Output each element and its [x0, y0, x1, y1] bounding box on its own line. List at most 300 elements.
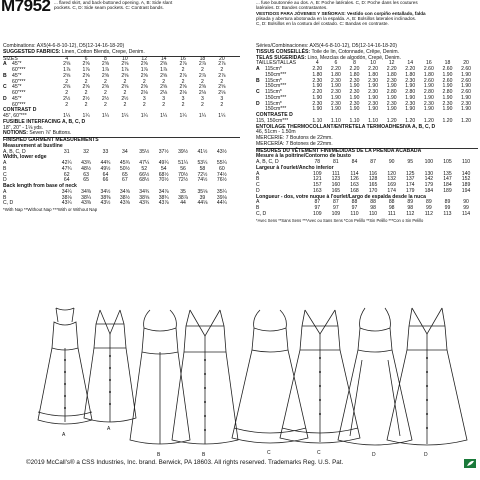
- table-cell: 1.80: [386, 71, 397, 78]
- table-cell: 34⅜: [81, 188, 92, 195]
- table-cell: 62: [63, 171, 70, 178]
- table-cell: 74½: [197, 177, 208, 184]
- table-cell: 2⅞: [179, 72, 187, 79]
- row-label: B: [3, 194, 7, 201]
- table-cell: 43¼: [61, 200, 72, 207]
- table-cell: 1.90: [368, 94, 379, 101]
- finished-title: FINISHED GARMENT MEASUREMENTS: [3, 137, 99, 143]
- table-cell: 49½: [100, 165, 111, 172]
- table-cell: 1.80: [312, 71, 323, 78]
- table-cell: 2⅝: [82, 84, 90, 91]
- table-cell: 1⅞: [63, 67, 71, 73]
- table-cell: 1.90: [461, 83, 471, 90]
- table-cell: 2⅝: [121, 61, 129, 68]
- table-cell: 1.90: [386, 83, 397, 90]
- table-cell: 1.90: [423, 83, 434, 90]
- table-cell: 87: [314, 199, 321, 206]
- table-cell: 2.30: [405, 77, 416, 84]
- table-cell: 70½: [178, 171, 188, 178]
- table-cell: 2.30: [368, 89, 379, 95]
- table-cell: 2.20: [386, 66, 397, 72]
- table-cell: 174: [406, 182, 415, 188]
- table-cell: 1.90: [442, 71, 453, 78]
- table-cell: 2: [181, 67, 185, 73]
- telas-text: Lino, Mezclas de algodón, Crepé, Denim.: [307, 54, 401, 61]
- table-cell: 109: [331, 210, 341, 217]
- fabric-width: 45"*: [12, 72, 22, 79]
- sizes-label: SIZES: [3, 55, 18, 62]
- table-cell: 1.90: [461, 94, 471, 101]
- table-cell: 1.90: [368, 83, 379, 90]
- table-cell: 1.20: [423, 117, 434, 124]
- view-b-back-illustration: [172, 310, 238, 444]
- table-cell: 100: [424, 159, 434, 165]
- contrast-width: 45", 60"***: [3, 113, 27, 119]
- table-cell: 189: [443, 187, 452, 194]
- table-cell: 160: [331, 182, 341, 188]
- table-cell: 56: [180, 165, 186, 172]
- table-cell: 152: [461, 176, 471, 183]
- table-cell: 88: [388, 199, 395, 206]
- table-cell: 51¼: [178, 160, 188, 166]
- table-cell: 135: [443, 170, 452, 177]
- table-cell: 2.30: [312, 77, 323, 84]
- table-cell: 34¼: [61, 188, 72, 195]
- table-cell: 34½: [100, 188, 111, 195]
- table-cell: 2: [181, 78, 185, 85]
- longueur-title: Longueur - dos, votre nuque à l'ourlet/Largo de espalda desde la nuca: [256, 193, 426, 200]
- table-cell: 2½: [101, 95, 110, 102]
- table-cell: 1.90: [349, 83, 360, 90]
- view-label-c: C: [267, 450, 271, 456]
- table-cell: 44: [180, 200, 186, 207]
- fabric-width: 115cm*: [265, 100, 282, 107]
- table-cell: 1.90: [423, 106, 434, 113]
- table-cell: 130: [424, 170, 434, 177]
- table-cell: 2⅛: [160, 90, 168, 96]
- row-label: C, D: [256, 210, 267, 217]
- table-cell: 2⅝: [82, 72, 90, 79]
- table-cell: 33: [102, 148, 109, 155]
- table-cell: 2: [220, 101, 224, 108]
- table-cell: 34⅞: [158, 188, 169, 195]
- table-cell: 31: [63, 148, 70, 155]
- table-cell: 114: [461, 210, 471, 217]
- description-line: C, D: Bolsillos en la costura del costado. C: Bandas en contraste.: [256, 21, 389, 27]
- sizes-label-fr: TAILLES/TALLAS: [256, 60, 297, 67]
- table-cell: 1.90: [312, 94, 323, 101]
- table-cell: 88: [370, 199, 376, 206]
- table-cell: 2: [84, 90, 88, 96]
- table-cell: 43⅞: [158, 200, 169, 207]
- table-cell: 2: [123, 90, 127, 96]
- table-cell: 68½: [158, 171, 169, 178]
- table-cell: 68½: [139, 177, 150, 184]
- table-cell: 4: [315, 60, 319, 67]
- table-cell: 43½: [100, 200, 111, 207]
- fabric-width: 45"*: [12, 84, 22, 91]
- table-cell: 44¾: [100, 160, 111, 166]
- table-cell: 37½: [158, 148, 169, 155]
- table-cell: 1.90: [442, 106, 453, 113]
- table-cell: 174: [387, 187, 396, 194]
- row-label: D: [3, 177, 7, 184]
- table-cell: 43⅝: [119, 200, 130, 207]
- fabric-width: 45"*: [12, 95, 22, 102]
- table-cell: 43½: [216, 148, 227, 155]
- table-cell: 1.90: [405, 106, 416, 113]
- table-cell: 34: [122, 148, 128, 155]
- table-cell: 2⅛: [179, 90, 187, 96]
- table-cell: 67: [122, 177, 128, 184]
- leaf-icon: [464, 459, 476, 468]
- table-cell: 66: [102, 177, 109, 184]
- table-cell: 2.30: [405, 100, 416, 107]
- mercerie: MERCERIE: 7 Boutons de 22mm.: [256, 135, 333, 141]
- view-label-a: A: [107, 426, 111, 432]
- table-cell: 2: [104, 78, 107, 85]
- table-cell: 2: [104, 90, 107, 96]
- view-letter: D: [3, 95, 7, 102]
- table-cell: 109: [313, 170, 322, 177]
- table-cell: 1.10: [349, 117, 360, 124]
- entoilage-title: ENTOILAGE THERMOCOLLANT/ENTRETELA TERMOADHESIVA A, B, C, D: [256, 123, 436, 130]
- view-label-b: B: [157, 452, 161, 458]
- notions-title: NOTIONS:: [3, 130, 28, 137]
- table-cell: 60: [218, 165, 225, 172]
- table-cell: 45¾: [119, 160, 130, 166]
- table-cell: 89: [407, 199, 414, 206]
- table-cell: 2: [201, 67, 204, 73]
- table-cell: 44⅛: [197, 200, 208, 207]
- table-cell: 125: [406, 170, 415, 177]
- table-cell: 169: [387, 182, 396, 188]
- table-cell: 2.20: [312, 89, 323, 95]
- table-cell: 1.90: [386, 94, 397, 101]
- tissus-title: TISSUS CONSEILLÉS:: [256, 48, 311, 55]
- table-cell: 2.80: [423, 89, 434, 95]
- table-cell: 2.60: [442, 77, 453, 84]
- table-cell: 18: [199, 55, 206, 62]
- table-cell: 2⅝: [63, 61, 71, 68]
- fabric-width: 150cm***: [265, 94, 287, 101]
- table-cell: 2⅝: [121, 72, 129, 79]
- fabric-width: 150cm***: [265, 83, 287, 90]
- table-cell: 97: [314, 205, 321, 211]
- table-cell: 2⅞: [218, 61, 226, 68]
- table-cell: 8: [353, 60, 356, 67]
- view-c-front-illustration: [232, 310, 308, 443]
- table-cell: 121: [313, 176, 322, 183]
- table-cell: 35⅛: [197, 188, 208, 195]
- table-cell: 1¼: [160, 113, 168, 119]
- table-cell: 1.20: [386, 117, 397, 124]
- fabric-width: 60"***: [12, 90, 26, 96]
- table-cell: 2⅝: [101, 61, 110, 68]
- table-cell: 2.60: [461, 89, 471, 95]
- mesures-title: MESURES DU VÊTEMENT FINI/MEDIDAS DE LA PRENDA ACABADA: [256, 147, 422, 154]
- table-cell: 2.20: [349, 66, 360, 72]
- table-cell: 6: [84, 55, 88, 62]
- table-cell: 38½: [119, 194, 130, 201]
- table-cell: 63: [83, 171, 89, 178]
- table-cell: 3: [162, 95, 166, 102]
- bust-title: Measurement at bustline: [3, 142, 63, 149]
- pattern-number: M7952: [1, 0, 51, 15]
- table-cell: 88: [351, 199, 358, 206]
- table-cell: 2: [142, 101, 146, 108]
- table-cell: 157: [313, 182, 322, 188]
- description-line: VESTIDOS PARA JÓVENES Y SEÑORAS: Vestido con corpiño entallado, falda: [256, 10, 426, 16]
- fabric-width: 60"***: [12, 101, 26, 108]
- table-cell: 90: [388, 159, 395, 165]
- width-title: Width, lower edge: [3, 154, 47, 161]
- table-cell: 2: [84, 78, 88, 85]
- table-cell: 2.30: [349, 100, 360, 107]
- table-cell: 1.90: [442, 83, 453, 90]
- table-cell: 3: [220, 95, 224, 102]
- table-cell: 1⅞: [121, 67, 129, 73]
- table-cell: 2½: [63, 95, 71, 102]
- row-label: C: [256, 182, 260, 188]
- row-label: B: [256, 176, 260, 183]
- view-letter: C: [3, 84, 7, 91]
- row-label: B: [256, 205, 260, 211]
- table-cell: 81: [333, 159, 339, 165]
- table-cell: 2.80: [386, 89, 397, 95]
- table-cell: 1.10: [330, 117, 341, 124]
- table-cell: 98: [388, 205, 395, 211]
- table-cell: 76½: [216, 177, 227, 184]
- table-cell: 2⅝: [121, 84, 129, 91]
- table-cell: 2: [84, 101, 88, 108]
- table-cell: 1⅞: [101, 67, 110, 73]
- table-row: [3, 103, 240, 109]
- fabric-width: 60"***: [12, 67, 26, 73]
- table-cell: 10: [122, 55, 128, 62]
- table-cell: 89: [444, 199, 451, 206]
- description-line: ... fuse boutonnée au dos. A, B: Poche latérales. C, D: Poche dans les coutures: [256, 0, 418, 5]
- table-cell: 2.30: [423, 100, 434, 107]
- table-cell: 2: [123, 78, 127, 85]
- table-cell: 47¼: [139, 160, 150, 166]
- table-cell: 1.80: [368, 71, 379, 78]
- view-a-back-illustration: [84, 310, 136, 422]
- table-cell: 2⅛: [218, 90, 226, 96]
- table-cell: 16: [180, 55, 186, 62]
- table-cell: 116: [369, 170, 378, 177]
- combinations-fr: Séries/Combinaciones: AX5(4-6-8-10-12), D5(12-14-16-18-20): [256, 43, 397, 49]
- french-spanish-chart: [256, 44, 478, 223]
- table-cell: 105: [443, 159, 452, 165]
- table-cell: 2.30: [368, 100, 379, 107]
- fabric-width: 45"*: [12, 61, 22, 68]
- table-cell: 2.60: [423, 66, 434, 72]
- nap-note: *With Nap **Without Nap ***With or Without Nap: [3, 207, 98, 212]
- table-cell: 2: [123, 101, 127, 108]
- largeur-title: Largeur à l'ourlet/Ancho inferior: [256, 164, 334, 171]
- table-cell: 2⅝: [218, 84, 226, 91]
- table-cell: 1¼: [218, 113, 226, 119]
- poitrine-label: A, B, C, D: [256, 159, 279, 165]
- table-cell: 1.90: [349, 94, 360, 101]
- table-cell: 90: [463, 199, 469, 206]
- table-cell: 52: [141, 165, 148, 172]
- table-cell: 2.30: [386, 100, 397, 107]
- fabric-width: 60"***: [12, 78, 26, 85]
- table-cell: 1¼: [198, 113, 206, 119]
- notions-text: Seven ⅞" Buttons.: [29, 130, 72, 137]
- table-cell: 54: [160, 165, 167, 172]
- table-cell: 1.90: [312, 83, 323, 90]
- table-cell: 163: [313, 187, 322, 194]
- table-cell: 194: [461, 187, 471, 194]
- table-cell: 32: [83, 148, 89, 155]
- table-cell: 38⅝: [139, 194, 150, 201]
- table-cell: 165: [331, 187, 341, 194]
- tissus-text: Toile de lin, Cotonnade, Crêpe, Denim.: [311, 48, 399, 55]
- table-cell: 99: [426, 205, 432, 211]
- view-letter: B: [256, 77, 260, 84]
- table-cell: 35¼: [216, 188, 227, 195]
- table-cell: 1.20: [405, 117, 416, 124]
- table-cell: 2.80: [405, 89, 416, 95]
- table-cell: 38¾: [158, 194, 169, 201]
- view-letter: A: [3, 61, 7, 68]
- table-cell: 126: [350, 176, 359, 183]
- description-line: pockets. C, D: Side seam pockets. C: Contrast bands.: [54, 5, 164, 11]
- table-cell: 65: [122, 171, 128, 178]
- table-cell: 12: [388, 60, 395, 67]
- view-letter: D: [256, 100, 260, 107]
- table-cell: 65: [83, 177, 89, 184]
- table-cell: 2⅝: [140, 72, 148, 79]
- back-title: Back length from base of neck: [3, 183, 77, 189]
- fabric-width: 115cm*: [265, 66, 282, 72]
- contrast-width-fr: 115, 150cm***: [256, 117, 289, 124]
- table-cell: 2: [220, 78, 224, 85]
- table-cell: 1.90: [405, 83, 416, 90]
- table-cell: 1.80: [423, 71, 434, 78]
- contrast-label-fr: CONTRASTE D: [256, 112, 293, 118]
- table-cell: 43⅜: [81, 200, 92, 207]
- fabric-width: 150cm***: [265, 106, 287, 113]
- table-cell: 1⅞: [140, 67, 148, 73]
- entoilage-text: 46, 51cm - 1.50m: [256, 129, 296, 136]
- view-label-b: B: [202, 452, 206, 458]
- table-cell: 41½: [197, 148, 208, 155]
- table-cell: 1.80: [330, 71, 341, 78]
- table-cell: 163: [350, 182, 359, 188]
- table-cell: 47¾: [61, 165, 72, 172]
- row-label: B: [3, 165, 7, 172]
- description-line: plisada y abertura abotonada en la espalda. A, B: Bolsillos laterales inclinados.: [256, 15, 417, 21]
- table-cell: 98: [407, 205, 414, 211]
- table-cell: 2: [162, 101, 166, 108]
- view-label-a: A: [62, 432, 66, 438]
- table-cell: 147: [443, 176, 452, 183]
- table-cell: 39⅛: [216, 194, 227, 201]
- table-cell: 48½: [81, 165, 92, 172]
- view-label-d: D: [424, 452, 428, 458]
- table-cell: 2.60: [461, 66, 471, 72]
- table-cell: 99: [444, 205, 451, 211]
- table-cell: 2⅞: [198, 72, 206, 79]
- table-cell: 179: [424, 182, 434, 188]
- table-cell: 2.20: [368, 66, 379, 72]
- table-cell: 2½: [121, 95, 129, 102]
- table-cell: 2.60: [461, 77, 471, 84]
- table-cell: 2.60: [423, 77, 434, 84]
- combinations: Combinations: AX5(4-6-8-10-12), D5(12-14-16-18-20): [3, 43, 125, 49]
- table-cell: 2: [220, 67, 224, 73]
- table-cell: 1.90: [349, 106, 360, 113]
- table-cell: 42¼: [61, 160, 72, 166]
- table-cell: 1⅞: [82, 67, 90, 73]
- table-cell: 35½: [139, 148, 150, 155]
- table-cell: 2⅝: [198, 84, 206, 91]
- table-cell: 2.20: [312, 66, 323, 72]
- table-cell: 1.10: [312, 117, 323, 124]
- table-cell: 2⅝: [160, 72, 168, 79]
- table-cell: 1¼: [101, 113, 110, 119]
- table-cell: 43¾: [139, 200, 150, 207]
- table-cell: 165: [368, 182, 378, 188]
- table-cell: 2: [201, 101, 204, 108]
- view-letter: C: [256, 89, 260, 95]
- table-cell: 2⅞: [198, 61, 206, 68]
- row-label: C: [3, 171, 7, 178]
- table-cell: 89: [426, 199, 432, 206]
- fabric-width: 115cm*: [265, 77, 282, 84]
- table-cell: 14: [407, 60, 414, 67]
- fabrics-title: SUGGESTED FABRICS:: [3, 48, 61, 55]
- nap-note-fr: *Avec Sens **Sans Sens ***Avec ou Sans Sens *Con Pelillo **Sin Pelillo ***Con o Sin Pelillo: [256, 217, 424, 223]
- table-cell: 2: [104, 101, 107, 108]
- table-cell: 97: [333, 205, 339, 211]
- table-cell: 189: [461, 182, 471, 188]
- table-cell: 14: [160, 55, 167, 62]
- table-cell: 3: [181, 95, 185, 102]
- table-cell: 170: [368, 187, 378, 194]
- table-cell: 1.20: [461, 117, 471, 124]
- table-cell: 53¼: [197, 160, 208, 166]
- table-cell: 142: [424, 176, 434, 183]
- table-cell: 109: [313, 210, 322, 217]
- table-cell: 120: [387, 170, 396, 177]
- table-cell: 111: [332, 170, 340, 177]
- table-cell: 2⅝: [179, 84, 187, 91]
- table-cell: 113: [443, 210, 452, 217]
- table-cell: 2⅛: [140, 90, 148, 96]
- table-cell: 16: [426, 60, 432, 67]
- table-cell: 2⅞: [179, 61, 187, 68]
- table-cell: 1.80: [405, 71, 416, 78]
- english-chart: [3, 44, 240, 213]
- poitrine-title: Mesure à la poitrine/Contorno de busto: [256, 153, 351, 160]
- fabric-width: 150cm***: [265, 71, 287, 78]
- view-b-front-illustration: [130, 310, 190, 444]
- table-cell: 35: [180, 188, 186, 195]
- view-label-d: D: [372, 452, 376, 458]
- table-cell: 2.30: [442, 100, 453, 107]
- telas-title: TELAS SUGERIDAS:: [256, 54, 307, 61]
- table-cell: 2⅛: [198, 90, 206, 96]
- table-cell: 2⅝: [63, 84, 71, 91]
- table-cell: 38⅜: [100, 194, 111, 201]
- table-cell: 1.90: [423, 94, 434, 101]
- table-cell: 140: [461, 170, 471, 177]
